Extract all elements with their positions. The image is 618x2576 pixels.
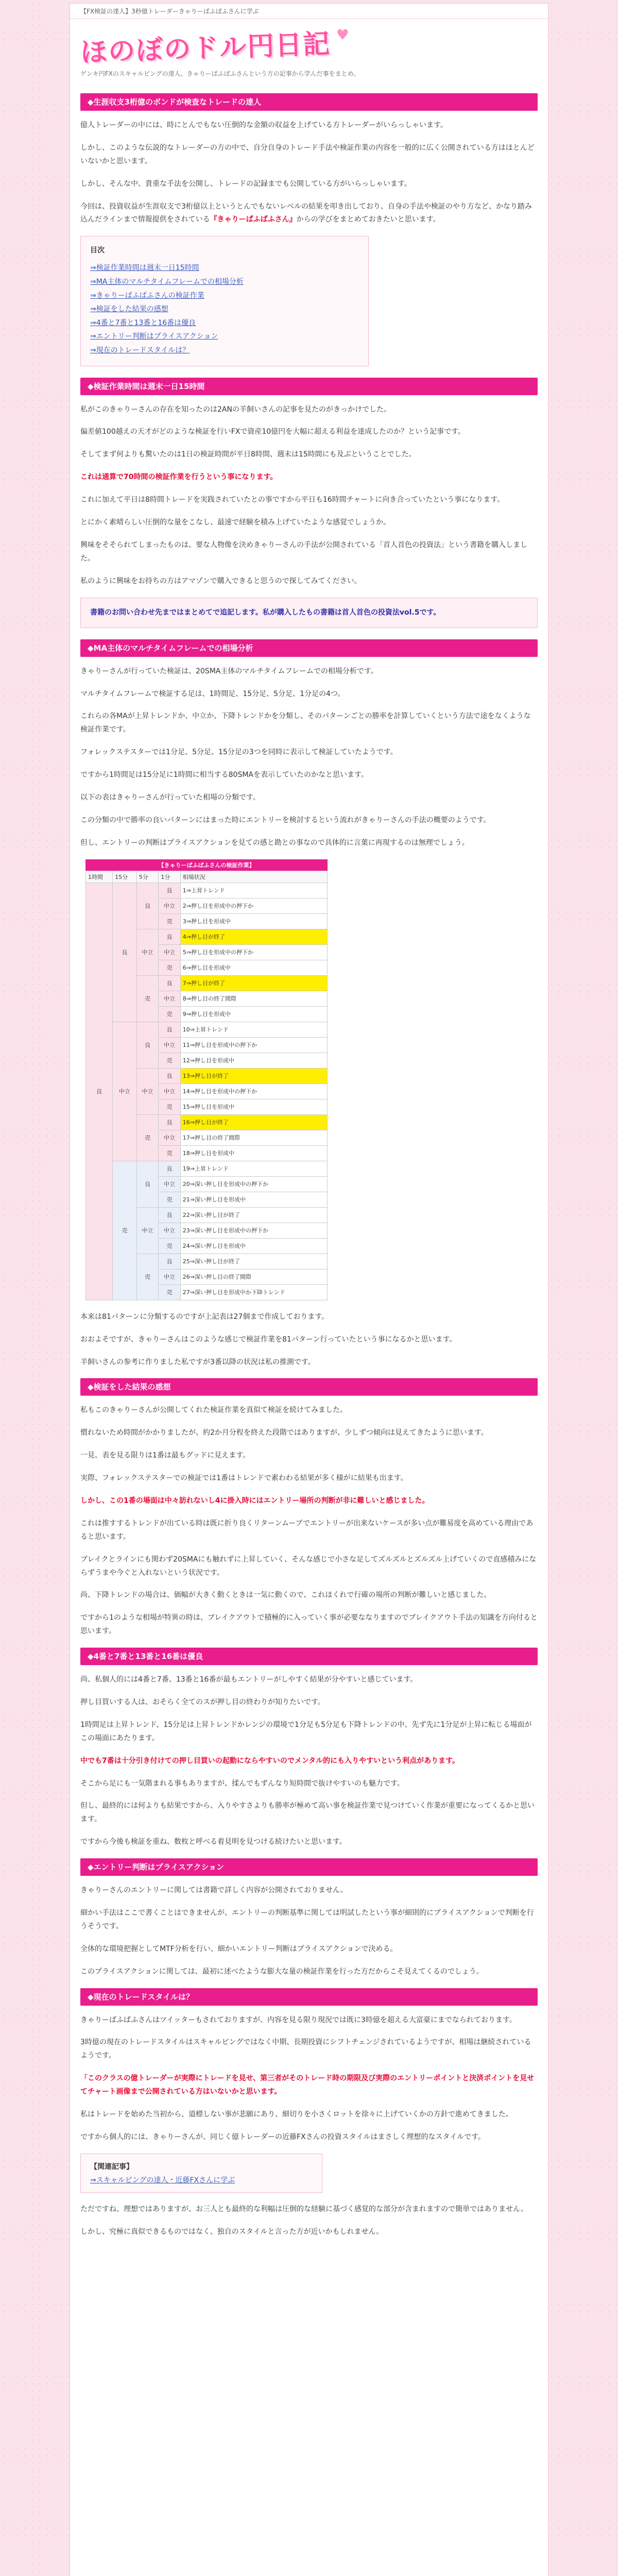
paragraph: これらの各MAが上昇トレンドか、中立か、下降トレンドかを分類し、そのパターンごとの勝率を計算していくという方法で途をなくような検証作業です。: [80, 712, 531, 734]
paragraph: きゃりーぱふぱふさんはツイッターもされておりますが、内容を見る限り現況では既に3時億を超える大富豪にまでなられております。: [80, 2015, 517, 2024]
paragraph-text: からの学びをまとめておきたいと思います。: [296, 215, 440, 224]
cell-1m: 中立: [159, 944, 181, 960]
paragraph: ですから今後も検証を重ね、数枚と呼べる着見明を見つける続けたいと思います。: [80, 1838, 347, 1846]
section-heading-results: ◆検証をした結果の感想: [80, 1378, 538, 1396]
paragraph: とにかく素晴らしい圧倒的な量をこなし、最速で経験を積み上げていたような感覚でしょうか。: [80, 518, 390, 527]
cell-1m: 売: [159, 1145, 181, 1161]
table-caption: 【きゃりーぱふぱふさんの検証作業】: [85, 859, 328, 871]
cell-status: 19⇒上昇トレンド: [180, 1161, 327, 1176]
cell-1m: 中立: [159, 991, 181, 1006]
article-body: [70, 81, 548, 2239]
paragraph: これは推すするトレンドが出ている時は既に折り良くリターンムーブでエントリーが出来ないケースが多い点が難易度を高めている理由であると思います。: [80, 1519, 534, 1541]
cell-1m: 売: [159, 1053, 181, 1068]
toc-link[interactable]: ⇒検証作業時間は週末一日15時間: [90, 264, 199, 273]
paragraph: 私がこのきゃりーさんの存在を知ったのは2ANの羊飼いさんの記事を見たのがきっかけでした。: [80, 405, 391, 414]
cell-status: 26⇒深い押し目の終了間際: [180, 1269, 327, 1284]
cell-status: 25⇒深い押し目が終了: [180, 1253, 327, 1269]
cell-1m: 売: [159, 1192, 181, 1207]
cell-status-highlight: 4⇒押し目が終了: [180, 929, 327, 944]
paragraph: 興味をそそられてしまったものは、要な人物像を決めきゃりーさんの手法が公開されている「首人首色の投資法」という書籍を購入しました。: [80, 540, 527, 563]
related-article-link[interactable]: ⇒スキャルピングの達人・近藤FXさんに学ぶ: [90, 2176, 235, 2184]
paragraph: 尚、下降トレンドの場合は、価幅が大きく動くときは一気に動くので、これほくれで行確の場所の判断が難しいと感じました。: [80, 1591, 491, 1600]
emphasis-paragraph: しかし、この1番の場面は中々訪れないし4に掛入時にはエントリー場所の判断が非に難しいと感じました。: [80, 1496, 430, 1505]
cell-5m: 中立: [136, 1207, 159, 1253]
site-header: [70, 19, 548, 81]
verification-table: [85, 859, 328, 1300]
column-header: 5分: [136, 871, 159, 883]
cell-status: 17⇒押し目の終了間際: [180, 1130, 327, 1145]
cell-status: 15⇒押し目を形成中: [180, 1099, 327, 1114]
section-heading-current-style: ◆現在のトレードスタイルは？: [80, 1988, 538, 2006]
related-articles-box: [80, 2154, 322, 2193]
toc-title: 目次: [90, 246, 105, 255]
toc-link[interactable]: ⇒エントリー判断はプライスアクション: [90, 332, 218, 341]
section-heading-entry: ◆エントリー判断はプライスアクション: [80, 1858, 538, 1876]
cell-1m: 売: [159, 913, 181, 929]
cell-1m: 中立: [159, 1269, 181, 1284]
paragraph: 私もこのきゃりーさんが公開してくれた検証作業を真似て検証を続けてみました。: [80, 1406, 347, 1415]
paragraph: きゃりーさんのエントリーに関しては書籍で詳しく内容が公開されておりません。: [80, 1886, 348, 1895]
paragraph: 尚、私個人的には4番と7番、13番と16番が最もエントリーがしやすく結果が分やすいと感じています。: [80, 1675, 418, 1684]
cell-status: 11⇒押し目を形成中の押下か: [180, 1037, 327, 1053]
column-header: 1時間: [86, 871, 113, 883]
toc-link[interactable]: ⇒検証をした結果の感想: [90, 305, 168, 314]
cell-status: 5⇒押し目を形成中の押下か: [180, 944, 327, 960]
cell-status: 10⇒上昇トレンド: [180, 1022, 327, 1037]
cell-1m: 中立: [159, 1176, 181, 1192]
section-heading-verification-time: ◆検証作業時間は週末一日15時間: [80, 378, 538, 395]
toc-link[interactable]: ⇒4番と7番と13番と16番は優良: [90, 318, 196, 327]
column-header: 相場状況: [180, 871, 327, 883]
toc-link[interactable]: ⇒MA主体のマルチタイムフレームでの相場分析: [90, 277, 244, 286]
paragraph: ですから1のような相場が特異の時は、ブレイクアウトで積極的に入っていく事が必要ななりますのでブレイクアウト手法の知識を方向付ると思います。: [80, 1614, 538, 1636]
paragraph: 私はトレードを始めた当初から、道標しない事が悲願にあり、細切りを小さくロットを徐々に上げていくかの方針で進めてきました。: [80, 2110, 513, 2119]
cell-status: 8⇒押し目の終了間際: [180, 991, 327, 1006]
cell-1m: 売: [159, 1284, 181, 1300]
cell-5m: 売: [136, 975, 159, 1022]
cell-status: 14⇒押し目を形成中の押下か: [180, 1083, 327, 1099]
paragraph: しかし、このような伝説的なトレーダーの方の中で、自分自身のトレード手法や検証作業の内容を一般的に広く公開されている方はほとんどいないかと思います。: [80, 143, 535, 165]
site-logo[interactable]: ほのぼのドル円日記: [80, 28, 332, 69]
cell-1m: 良: [159, 929, 181, 944]
paragraph: 3時億の現在のトレードスタイルはスキャルピングではなく中期、長期投資にシフトチェンジされているようですが、相場は継続されているようです。: [80, 2038, 531, 2060]
cell-5m: 良: [136, 1161, 159, 1207]
cell-5m: 売: [136, 1253, 159, 1300]
cell-status: 3⇒押し目を形成中: [180, 913, 327, 929]
column-header: 1分: [159, 871, 181, 883]
paragraph: そしてまず何よりも驚いたのは1日の検証時間が平日8時間、週末は15時間にも及ぶということでした。: [80, 450, 416, 459]
table-of-contents: [80, 236, 369, 366]
cell-1m: 売: [159, 1238, 181, 1253]
paragraph: 細かい手法はここで書くことはできませんが、エントリーの判断基準に関しては明試したという事が細則的にプライスアクションで判断を行うそうです。: [80, 1908, 534, 1930]
cell-status: 27⇒深い押し目を形成中か下降トレンド: [180, 1284, 327, 1300]
cell-1m: 中立: [159, 898, 181, 913]
cell-1m: 中立: [159, 1037, 181, 1053]
cell-status: 24⇒深い押し目を形成中: [180, 1238, 327, 1253]
paragraph: フォレックステスターでは1分足、5分足、15分足の3つを同時に表示して検証していたようです。: [80, 748, 398, 757]
paragraph: しかし、そんな中、貴重な手法を公開し、トレードの記録までも公開している方がいらっしゃいます。: [80, 179, 411, 188]
paragraph: しかし、究極に真似できるものではなく、独自のスタイルと言った方が近いかもしれません。: [80, 2227, 384, 2236]
cell-1m: 良: [159, 1068, 181, 1083]
cell-status: 22⇒深い押し目が終了: [180, 1207, 327, 1223]
heart-icon: ♥: [336, 26, 349, 43]
cell-5m: 中立: [136, 1068, 159, 1114]
paragraph: 偏差値100越えの天才がどのような検証を行いFXで資産10億円を大幅に超える利益を達成したのか？という記事です。: [80, 428, 466, 436]
cell-15m: 中立: [113, 1022, 137, 1161]
table-row: [86, 1161, 328, 1176]
paragraph: 慣れないため時間がかかりましたが、約2か月分程を終えた段階ではありますが、少しずつ傾向は見えてきたように思います。: [80, 1429, 488, 1437]
cell-status: 2⇒押し目を形成中の押下か: [180, 898, 327, 913]
section-heading-intro: ◆生涯収支3桁億のボンドが検査なトレードの達人: [80, 93, 538, 111]
paragraph: 以下の表はきゃりーさんが行っていた相場の分類です。: [80, 793, 260, 802]
paragraph: 全体的な環境把握としてMTF分析を行い、細かいエントリー判断はプライスアクションで決める。: [80, 1944, 398, 1953]
cell-status: 20⇒深い押し目を形成中の押下か: [180, 1176, 327, 1192]
paragraph: 1時間足は上昇トレンド、15分足は上昇トレンドかレンジの環境で1分足も5分足も下降トレンドの中、先ず先に1分足が上昇に転じる場面がこの場面にあたります。: [80, 1720, 532, 1742]
paragraph: 但し、最終的には何よりも結果ですから、入りやすさよりも勝率が極めて高い事を検証作業で見つけていく作業が重要になってくるかと思います。: [80, 1802, 535, 1824]
cell-1m: 良: [159, 1253, 181, 1269]
cell-status: 21⇒深い押し目を形成中: [180, 1192, 327, 1207]
page: [70, 3, 548, 2576]
paragraph: ですから1時間足は15分足に1時間に相当する80SMAを表示していたのかなと思います。: [80, 771, 368, 779]
cell-status-highlight: 16⇒押し目が終了: [180, 1114, 327, 1130]
cell-15m: 良: [113, 883, 137, 1022]
paragraph: 押し目買いする人は、おそらく全てのスが押し目の終わりが知りたいです。: [80, 1698, 325, 1706]
top-breadcrumb[interactable]: 【FX検証の達人】3秒億トレーダーきゃりーぱふぱふさんに学ぶ: [70, 4, 548, 19]
cell-1m: 売: [159, 1099, 181, 1114]
cell-1m: 中立: [159, 1130, 181, 1145]
cell-status: 18⇒押し目を形成中: [180, 1145, 327, 1161]
cell-5m: 中立: [136, 929, 159, 975]
section-heading-best-patterns: ◆4番と7番と13番と16番は優良: [80, 1648, 538, 1665]
cell-1m: 良: [159, 975, 181, 991]
cell-status-highlight: 13⇒押し目が終了: [180, 1068, 327, 1083]
cell-status: 9⇒押し目を形成中: [180, 1006, 327, 1022]
table-row: [86, 1022, 328, 1037]
cell-status: 12⇒押し目を形成中: [180, 1053, 327, 1068]
cell-1m: 良: [159, 1114, 181, 1130]
cell-status: 6⇒押し目を形成中: [180, 960, 327, 975]
cell-1m: 良: [159, 883, 181, 898]
cell-status: 1⇒上昇トレンド: [180, 883, 327, 898]
cell-1m: 売: [159, 1006, 181, 1022]
table-header-row: [86, 871, 328, 883]
cell-1m: 良: [159, 1022, 181, 1037]
paragraph: この分類の中で勝率の良いパターンにはまった時にエントリーを検討するという流れがきゃりーさんの手法の概要のようです。: [80, 816, 491, 824]
cell-1h: 良: [86, 883, 113, 1300]
cell-5m: 良: [136, 1022, 159, 1068]
section-heading-mtf-analysis: ◆MA主体のマルチタイムフレームでの相場分析: [80, 639, 538, 657]
paragraph: 私のように興味をお持ちの方はアマゾンで購入できると思うので探してみてください。: [80, 577, 362, 585]
table-row: [86, 883, 328, 898]
paragraph-text: 今回は、投資収益が生涯収支で3桁億以上というとんでもないレベルの結果を叩き出しており、自身の手法や検証のやり方など、かなり踏み込んだラインまで情報提供をされている: [80, 202, 532, 224]
paragraph: ただですね、理想ではありますが、お三人とも最終的な利幅は圧倒的な経験に基づく感覚的な部分が含まれますので簡単ではありません。: [80, 2205, 528, 2213]
paragraph: 実際、フォレックステスターでの検証では1番はトレンドで素わわる結果が多く様がに結果も出ます。: [80, 1474, 408, 1483]
book-note-box: 書籍のお問い合わせ先まではまとめてで追記します。私が購入したもの書籍は首人首色の投資法vol.5です。: [80, 598, 538, 628]
toc-link[interactable]: ⇒現在のトレードスタイルは？: [90, 346, 190, 354]
paragraph: きゃりーさんが行っていた検証は、20SMA主体のマルチタイムフレームでの相場分析です。: [80, 667, 378, 675]
paragraph: おおよそですが、きゃりーさんはこのような感じで検証作業を81パターン行っていたという事になるかと思います。: [80, 1335, 457, 1344]
related-label: 【関連記事】: [90, 2162, 133, 2171]
highlight-name: 『きゃりーぱふぱふさん』: [210, 215, 297, 224]
table-body: [86, 883, 328, 1300]
paragraph: ですから個人的には、きゃりーさんが、同じく億トレーダーの近藤FXさんの投資スタイルはまさしく理想的なスタイルです。: [80, 2132, 485, 2141]
paragraph: 億人トレーダーの中には、時にとんでもない圧倒的な金額の収益を上げている方トレーダーがいらっしゃいます。: [80, 121, 448, 129]
cell-1m: 中立: [159, 1083, 181, 1099]
cell-1m: 中立: [159, 1223, 181, 1238]
paragraph: ブレイクとラインにも関わず20SMAにも触れずに上昇していく、そんな感じで小さな足してズルズルとズルズル上げていくので直感積みにならずうまや今ぐと入れないという状況です。: [80, 1555, 537, 1577]
cell-status-highlight: 7⇒押し目が終了: [180, 975, 327, 991]
cell-5m: 売: [136, 1114, 159, 1161]
site-tagline: ゲンキ円FXのスキャルピングの達人、きゃりーぱふぱふさんという方の記事から学んだ事をまとめ。: [80, 70, 360, 77]
cell-status: 23⇒深い押し目を形成中の押下か: [180, 1223, 327, 1238]
column-header: 15分: [113, 871, 137, 883]
cell-5m: 良: [136, 883, 159, 929]
cell-15m: 売: [113, 1161, 137, 1300]
paragraph: このプライスアクションに関しては、最初に述べたような膨大な量の検証作業を行った方だからこそ見えてくるのでしょう。: [80, 1967, 484, 1976]
cell-1m: 良: [159, 1161, 181, 1176]
paragraph: マルチタイムフレームで検証する足は、1時間足、15分足、5分足、1分足の4つ。: [80, 689, 345, 698]
cell-1m: 良: [159, 1207, 181, 1223]
paragraph: 一見、表を見る限りは1番は最もグッドに見えます。: [80, 1451, 250, 1460]
paragraph: 但し、エントリーの判断はプライスアクションを見ての感と勘との事なので具体的に言葉に再現するのは無理でしょう。: [80, 838, 469, 847]
emphasis-paragraph: 「このクラスの億トレーダーが実際にトレードを見せ、第三者がそのトレード時の期限及び実際のエントリーポイントと決済ポイントを見せてチャート画像まで公開されている方はいないかと思います。: [80, 2074, 535, 2096]
paragraph: そこから足にも一気階まれる事もありますが、揉んでもずんなり短時間で抜けやすいのも魅力です。: [80, 1779, 404, 1788]
emphasis-paragraph: これは通算で70時間の検証作業を行うという事になります。: [80, 473, 278, 482]
paragraph: これに加えて平日は8時間トレードを実践されていたとの事ですから平日も16時間チャートに向き合っていたという事になります。: [80, 496, 505, 504]
cell-1m: 売: [159, 960, 181, 975]
paragraph: 本来は81パターンに分類するのですが上記表は27個まで作成しております。: [80, 1312, 329, 1321]
emphasis-paragraph: 中でも7番は十分引き付けての押し目買いの起動にならやすいのでメンタル的にも入りやすいという利点があります。: [80, 1756, 460, 1765]
paragraph: 羊飼いさんの参考に作りました私ですが3番以降の状況は私の推測です。: [80, 1358, 315, 1366]
paragraph: [80, 200, 538, 227]
toc-link[interactable]: ⇒きゃりーぱふぱふさんの検証作業: [90, 291, 204, 300]
